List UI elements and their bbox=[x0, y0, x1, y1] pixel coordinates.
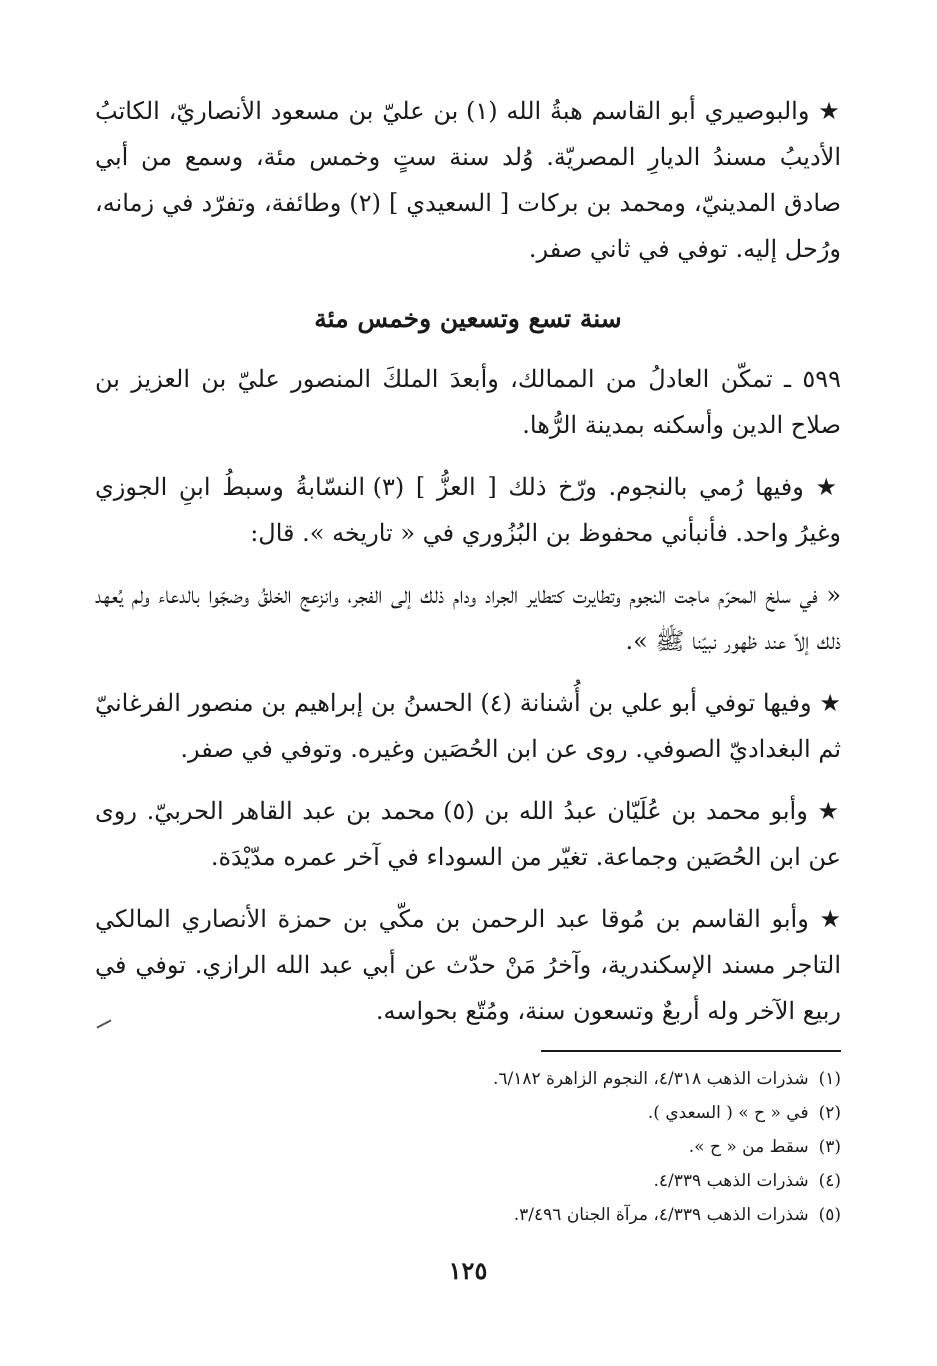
paragraph-meteors: ★ وفيها رُمي بالنجوم. ورّخ ذلك [ العزُّ ] (٣) النسّابةُ وسبطُ ابنِ الجوزي وغيرُ واحد. فأنبأني محفوظ بن البُزُوري في « تاريخه ». قال: bbox=[95, 473, 841, 547]
footnote-number: (٥) bbox=[818, 1205, 841, 1225]
paragraph-ibn-ushnana: ★ وفيها توفي أبو علي بن أُشنانة (٤) الحسنُ بن إبراهيم بن منصور الفرغانيّ ثم البغداديّ الصوفي. روى عن ابن الحُصَين وغيره. وتوفي في صفر. bbox=[95, 689, 841, 763]
paragraph-599-events: ٥٩٩ ـ تمكّن العادلُ من الممالك، وأبعدَ الملكَ المنصور عليّ بن العزيز بن صلاح الدين وأسكنه بمدينة الرُّها. bbox=[95, 365, 841, 439]
footnote-number: (٣) bbox=[818, 1137, 841, 1157]
footnote-item bbox=[95, 1164, 841, 1198]
paragraph-busiri: ★ والبوصيري أبو القاسم هبةُ الله (١) بن عليّ بن مسعود الأنصاريّ، الكاتبُ الأديبُ مسندُ الديارِ المصريّة. وُلد سنة ستٍ وخمس مئة، وسمع من أبي صادق المدينيّ، ومحمد بن بركات [ السعيدي ] (٢) وطائفة، وتفرّد في زمانه، ورُحل إليه. توفي في ثاني صفر. bbox=[95, 97, 842, 263]
paragraph-ibn-muqa: ★ وأبو القاسم بن مُوقا عبد الرحمن بن مكّي بن حمزة الأنصاري المالكي التاجر مسند الإسكندرية، وآخرُ مَنْ حدّث عن أبي عبد الله الرازي. توفي في ربيع الآخر وله أربعٌ وتسعون سنة، ومُتّع بحواسه. bbox=[95, 905, 841, 1025]
footnote-number: (١) bbox=[818, 1069, 841, 1089]
footnote-text: سقط من « ح ». bbox=[688, 1137, 809, 1157]
footnote-item bbox=[95, 1198, 841, 1232]
page-number: ١٢٥ bbox=[448, 1256, 488, 1285]
paragraph-meteors-quote: « في سلخ المحرّم ماجت النجوم وتطايرت كتطاير الجراد ودام ذلك إلى الفجر، وانزعج الخلقُ وضجّوا بالدعاء ولم يُعهد ذلك إلاّ عند ظهور نبيّنا ﷺ ». bbox=[95, 581, 842, 655]
footnote-text: شذرات الذهب ٤/٣١٨، النجوم الزاهرة ٦/١٨٢. bbox=[492, 1069, 809, 1089]
footnote-number: (٤) bbox=[818, 1171, 841, 1191]
footnote-item bbox=[95, 1096, 841, 1130]
footnote-text: شذرات الذهب ٤/٣٣٩، مرآة الجنان ٣/٤٩٦. bbox=[513, 1205, 809, 1225]
footnote-item bbox=[95, 1130, 841, 1164]
footnote-text: شذرات الذهب ٤/٣٣٩. bbox=[653, 1171, 809, 1191]
footnote-number: (٢) bbox=[818, 1103, 841, 1123]
footnote-text: في « ح » ( السعدي ). bbox=[647, 1103, 809, 1123]
footnote-item bbox=[95, 1062, 841, 1096]
section-heading-year-599: سنة تسع وتسعين وخمس مئة bbox=[314, 304, 622, 333]
footnote-divider bbox=[541, 1050, 841, 1052]
paragraph-ibn-ulayyan: ★ وأبو محمد بن عُلَيّان عبدُ الله بن (٥) محمد بن عبد القاهر الحربيّ. روى عن ابن الحُصَين وجماعة. تغيّر من السوداء في آخر عمره مدّيْدَة. bbox=[95, 797, 841, 871]
footnotes-list bbox=[95, 1062, 841, 1232]
book-page bbox=[95, 88, 841, 1285]
